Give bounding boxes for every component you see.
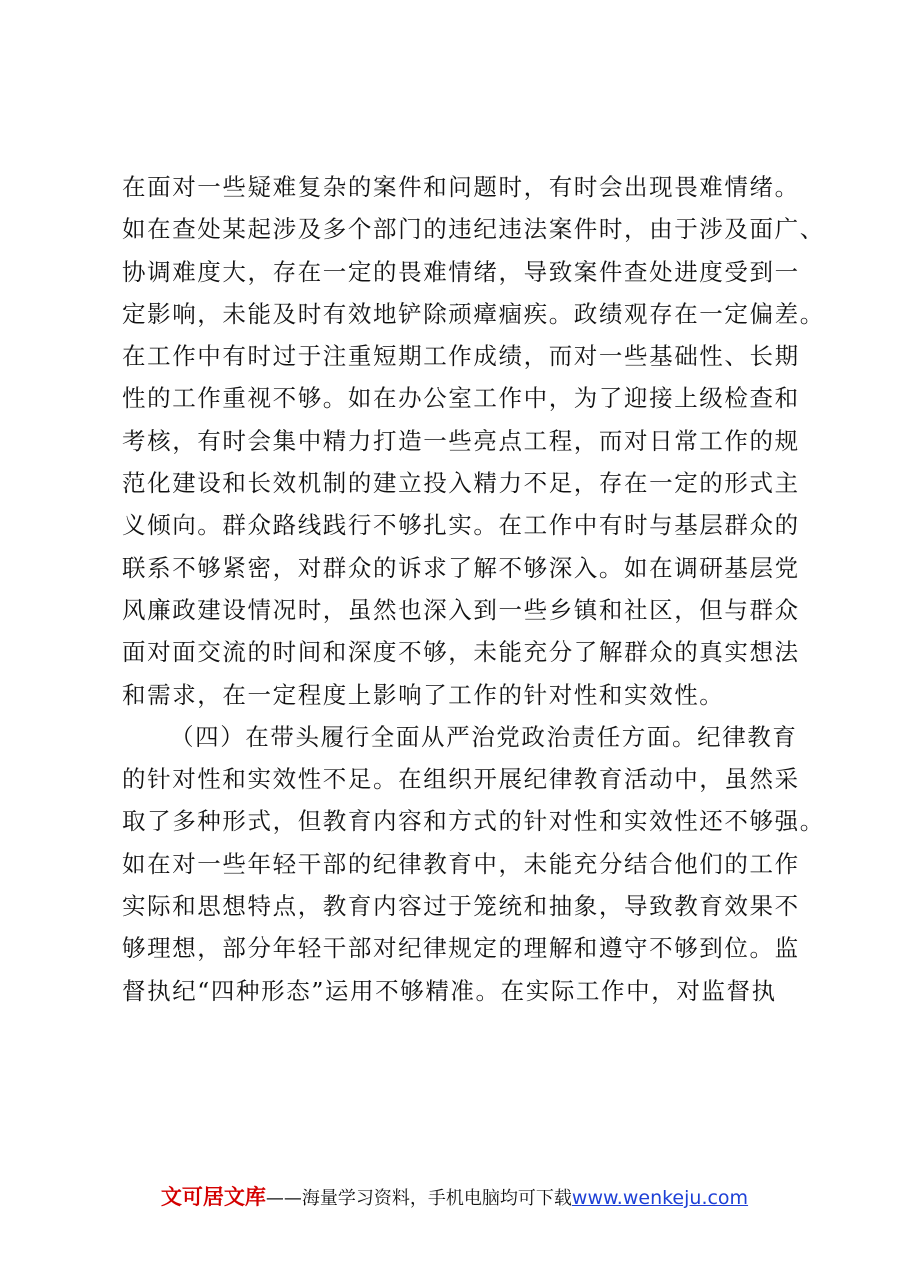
text-line: 考核，有时会集中精力打造一些亮点工程，而对日常工作的规 (122, 426, 800, 455)
footer-tagline: ——海量学习资料，手机电脑均可下载 (265, 1188, 572, 1209)
text-line: 协调难度大，存在一定的畏难情绪，导致案件查处进度受到一 (122, 257, 800, 286)
document-body (122, 166, 825, 1012)
text-line: 够理想，部分年轻干部对纪律规定的理解和遵守不够到位。监 (122, 934, 800, 963)
text-line: 取了多种形式，但教育内容和方式的针对性和实效性还不够强。 (122, 807, 825, 836)
text-line: 实际和思想特点，教育内容过于笼统和抽象，导致教育效果不 (122, 892, 800, 921)
section-heading-line: （四）在带头履行全面从严治党政治责任方面。纪律教育 (170, 722, 798, 751)
text-line: 面对面交流的时间和深度不够，未能充分了解群众的真实想法 (122, 638, 800, 667)
footer-brand: 文可居文库 (160, 1185, 266, 1209)
text-line: 督执纪“四种形态”运用不够精准。在实际工作中，对监督执 (122, 976, 777, 1005)
text-line: 义倾向。群众路线践行不够扎实。在工作中有时与基层群众的 (122, 511, 800, 540)
text-line: 和需求，在一定程度上影响了工作的针对性和实效性。 (122, 680, 725, 709)
text-line: 在工作中有时过于注重短期工作成绩，而对一些基础性、长期 (122, 342, 800, 371)
text-line: 如在查处某起涉及多个部门的违纪违法案件时，由于涉及面广、 (122, 215, 825, 244)
text-line: 的针对性和实效性不足。在组织开展纪律教育活动中，虽然采 (122, 765, 800, 794)
text-line: 在面对一些疑难复杂的案件和问题时，有时会出现畏难情绪。 (122, 173, 800, 201)
text-line: 定影响，未能及时有效地铲除顽瘴痼疾。政绩观存在一定偏差。 (122, 299, 825, 328)
text-line: 联系不够紧密，对群众的诉求了解不够深入。如在调研基层党 (122, 553, 800, 582)
text-line: 如在对一些年轻干部的纪律教育中，未能充分结合他们的工作 (122, 849, 800, 878)
text-line: 风廉政建设情况时，虽然也深入到一些乡镇和社区，但与群众 (122, 595, 800, 624)
text-line: 范化建设和长效机制的建立投入精力不足，存在一定的形式主 (122, 469, 800, 498)
page-footer (0, 1184, 909, 1212)
text-line: 性的工作重视不够。如在办公室工作中，为了迎接上级检查和 (122, 384, 800, 413)
footer-website-link[interactable]: www.wenkeju.com (571, 1187, 749, 1209)
